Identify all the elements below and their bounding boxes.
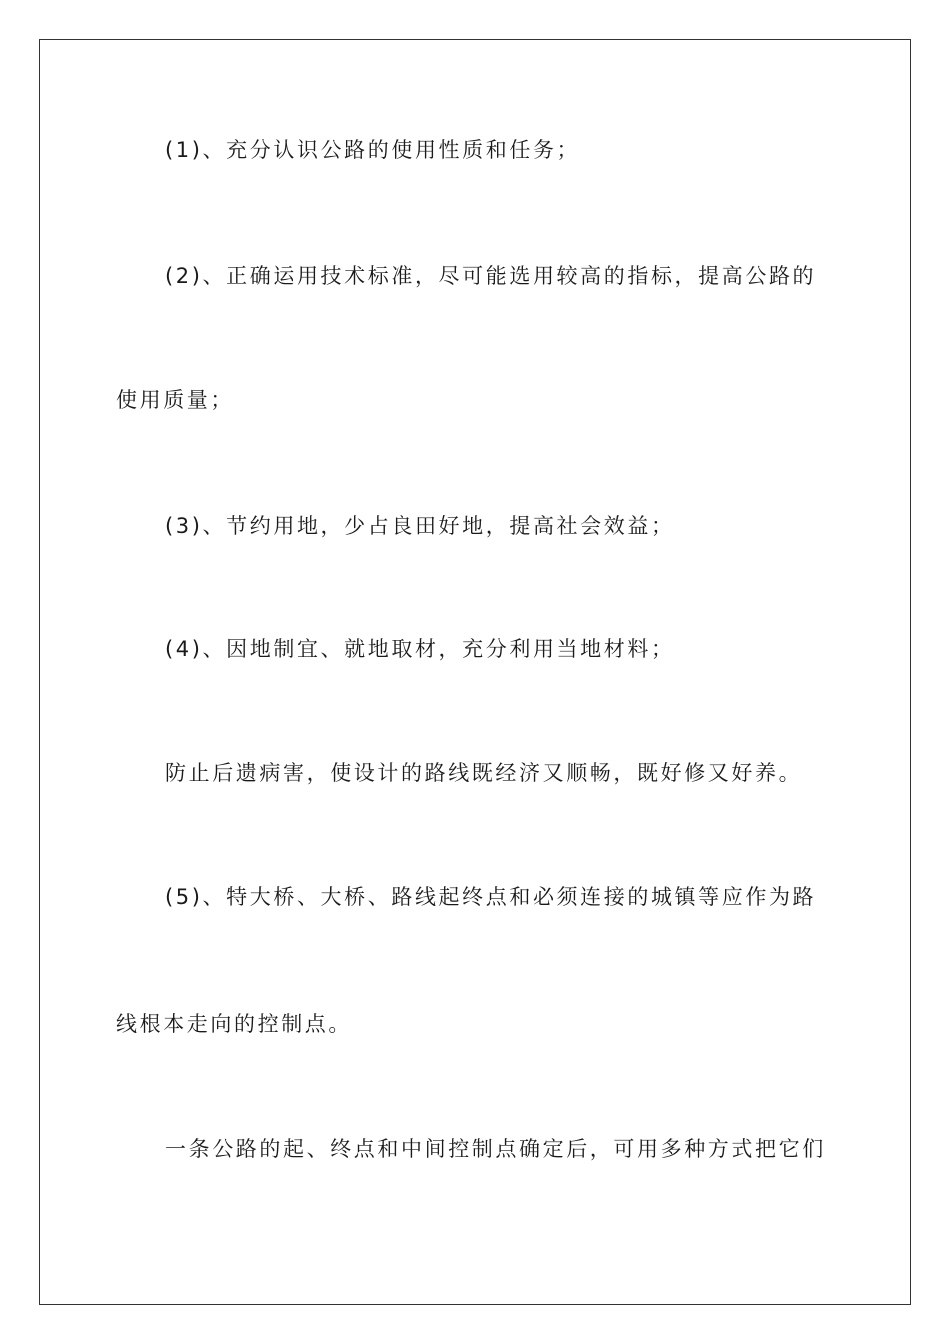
- paragraph-line-7: (5)、特大桥、大桥、路线起终点和必须连接的城镇等应作为路: [165, 885, 817, 909]
- paragraph-line-5: (4)、因地制宜、就地取材，充分利用当地材料；: [165, 637, 675, 661]
- paragraph-line-1: (1)、充分认识公路的使用性质和任务；: [165, 138, 581, 162]
- paragraph-line-4: (3)、节约用地，少占良田好地，提高社会效益；: [165, 514, 675, 538]
- paragraph-line-3: 使用质量；: [116, 388, 234, 412]
- paragraph-line-9: 一条公路的起、终点和中间控制点确定后，可用多种方式把它们: [165, 1137, 826, 1161]
- paragraph-line-6: 防止后遗病害，使设计的路线既经济又顺畅，既好修又好养。: [165, 761, 803, 785]
- paragraph-line-2: (2)、正确运用技术标准，尽可能选用较高的指标，提高公路的: [165, 264, 817, 288]
- paragraph-line-8: 线根本走向的控制点。: [116, 1012, 352, 1036]
- page-border: [39, 39, 911, 1305]
